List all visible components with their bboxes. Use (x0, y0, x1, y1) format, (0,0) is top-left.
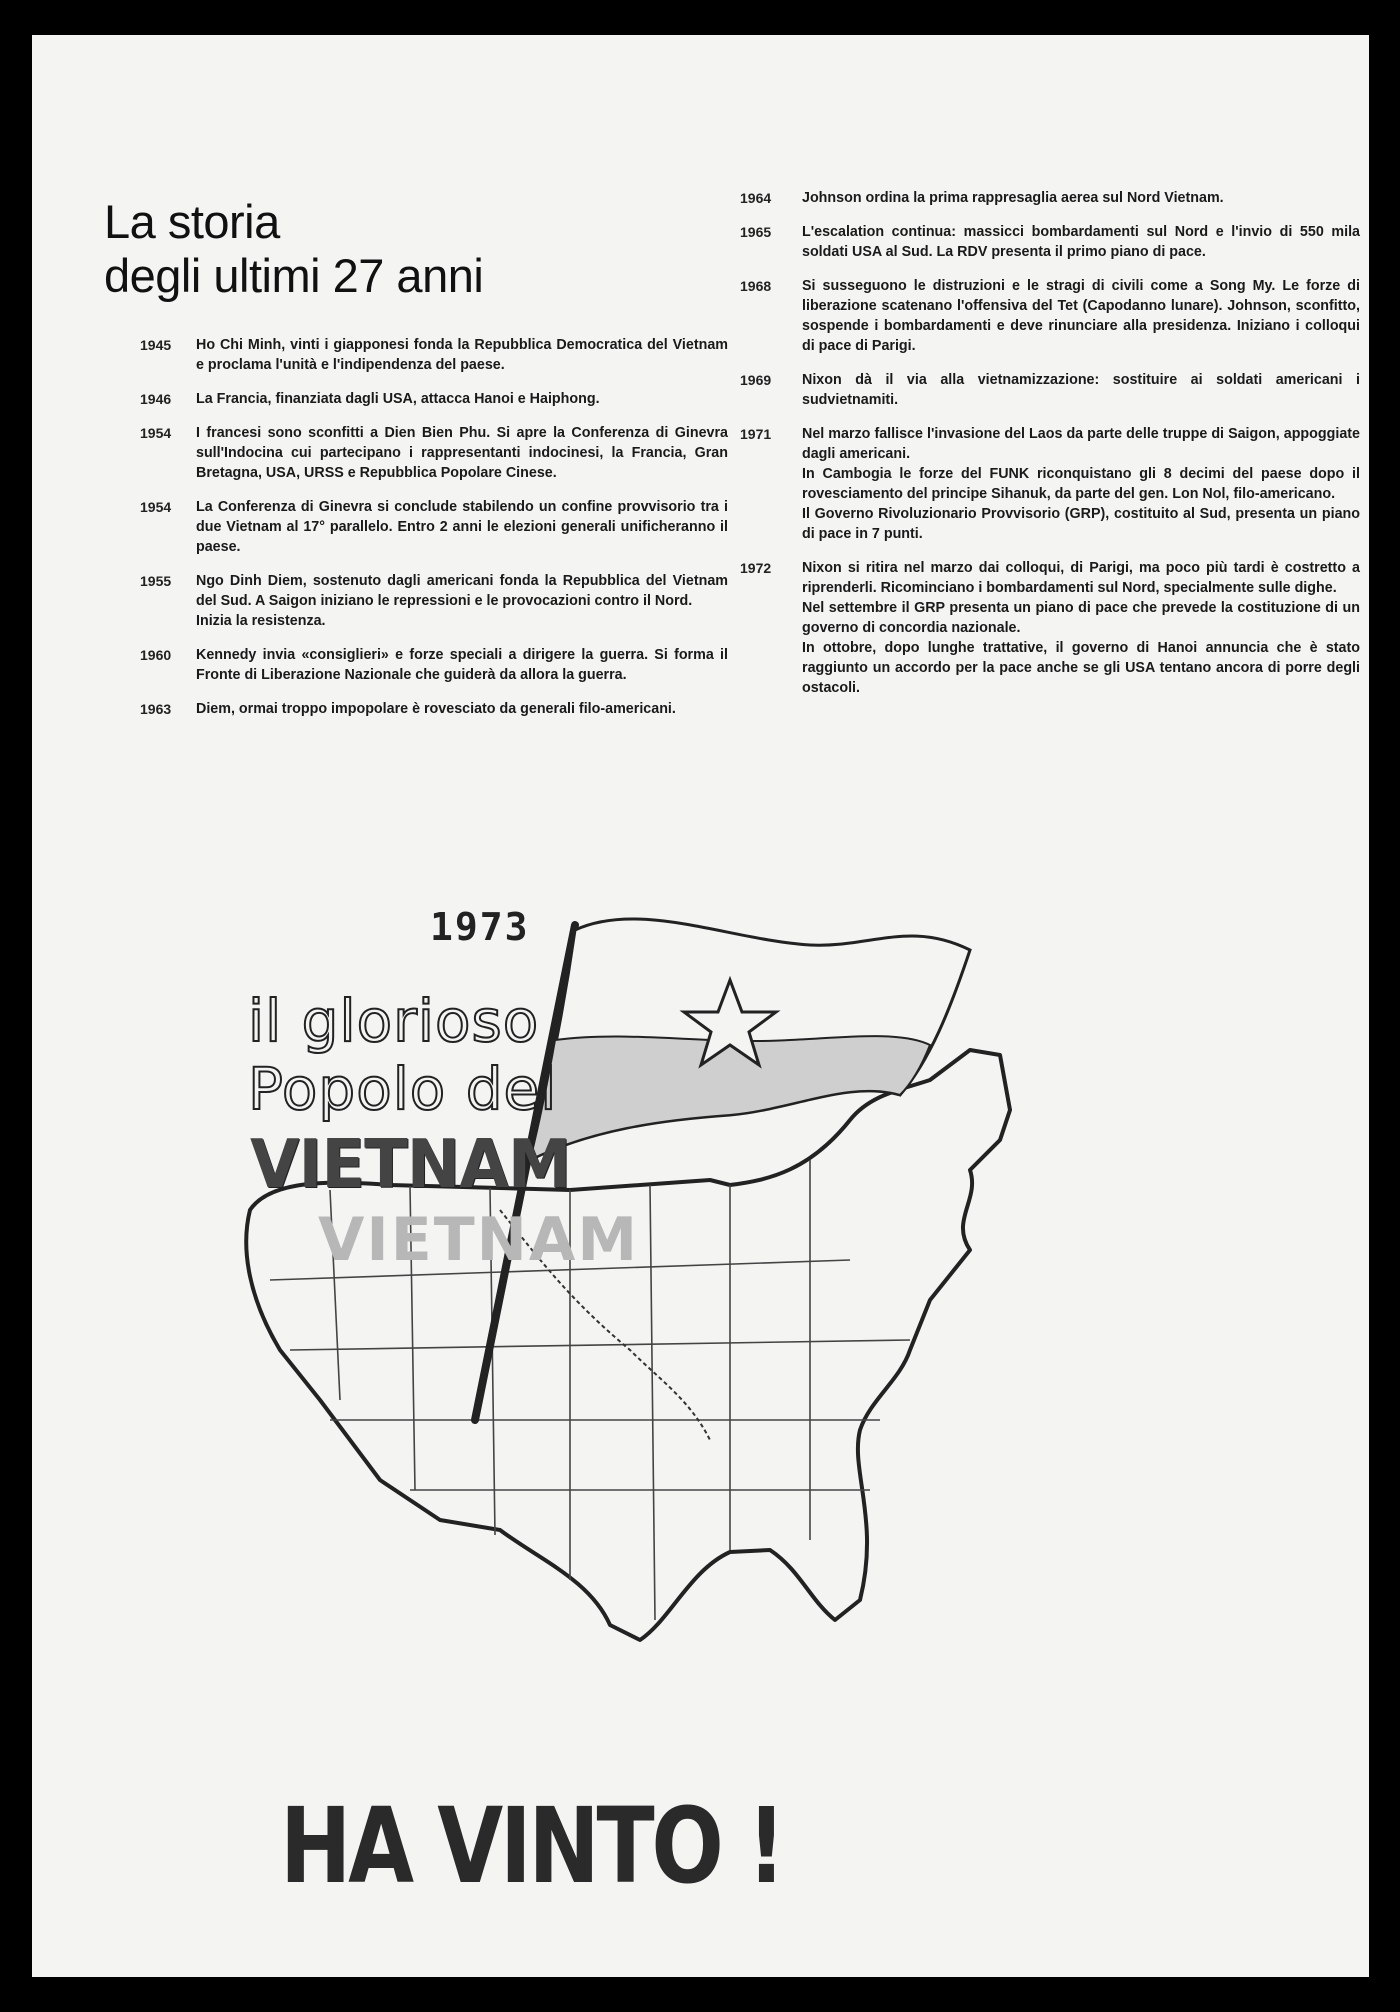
timeline-entry (140, 389, 728, 409)
timeline-text: Nixon dà il via alla vietnamizzazione: sostituire ai soldati americani i sudvietnamiti. (802, 372, 1360, 408)
timeline-text: Nixon si ritira nel marzo dai colloqui, di Parigi, ma poco più tardi è costretto a riprenderli. Ricominciano i bombardamenti sul Nord, specialmente sulle dighe. Nel settembre il GRP presenta un piano di pace che prevede la costituzione di un governo di concordia nazionale. In ottobre, dopo lunghe trattative, il governo di Hanoi annuncia che è stato raggiunto un accordo per la pace anche se gli USA tentano ancora di porre degli ostacoli. (802, 560, 1360, 696)
timeline-entry (140, 335, 728, 375)
timeline-year: 1960 (140, 647, 172, 663)
timeline-right-column (740, 188, 1360, 712)
timeline-year: 1954 (140, 499, 172, 515)
timeline-year: 1965 (740, 224, 772, 240)
flag-lower-stripe (530, 1036, 930, 1160)
timeline-entry (740, 222, 1360, 262)
timeline-text: La Francia, finanziata dagli USA, attacca Hanoi e Haiphong. (196, 391, 600, 407)
timeline-entry (140, 645, 728, 685)
timeline-text: Kennedy invia «consiglieri» e forze speciali a dirigere la guerra. Si forma il Fronte di Liberazione Nazionale che guiderà da allora la guerra. (196, 647, 728, 683)
illustration-line-1: il glorioso (248, 987, 540, 1055)
timeline-entry (740, 188, 1360, 208)
vietnam-stamp-ghost: VIETNAM (318, 1205, 640, 1275)
timeline-text: Si susseguono le distruzioni e le stragi di civili come a Song My. Le forze di liberazione scatenano l'offensiva del Tet (Capodanno lunare). Johnson, sconfitto, sospende i bombardamenti e deve rinunciare alla presidenza. Iniziano i colloqui di pace di Parigi. (802, 278, 1360, 354)
timeline-year: 1954 (140, 425, 172, 441)
timeline-entry (740, 424, 1360, 544)
timeline-entry (740, 276, 1360, 356)
illustration-year: 1973 (430, 905, 530, 949)
timeline-entry (140, 571, 728, 631)
headline-line-2: degli ultimi 27 anni (104, 249, 484, 302)
timeline-text: Diem, ormai troppo impopolare è rovesciato da generali filo-americani. (196, 701, 676, 717)
timeline-text: Ho Chi Minh, vinti i giapponesi fonda la Repubblica Democratica del Vietnam e proclama l'unità e l'indipendenza del paese. (196, 337, 728, 373)
timeline-year: 1971 (740, 426, 772, 442)
vietnam-stamp: VIETNAM (250, 1126, 571, 1204)
timeline-year: 1946 (140, 391, 172, 407)
timeline-entry (140, 497, 728, 557)
headline-line-1: La storia (104, 195, 280, 248)
timeline-text: Nel marzo fallisce l'invasione del Laos da parte delle truppe di Saigon, appoggiate dagli americani. In Cambogia le forze del FUNK riconquistano gli 8 decimi del paese dopo il rovesciamento del principe Sihanuk, da parte del gen. Lon Nol, filo-americano. Il Governo Rivoluzionario Provvisorio (GRP), costituito al Sud, presenta un piano di pace in 7 punti. (802, 426, 1360, 542)
timeline-year: 1968 (740, 278, 772, 294)
timeline-text: La Conferenza di Ginevra si conclude stabilendo un confine provvisorio tra i due Vietnam al 17° parallelo. Entro 2 anni le elezioni generali unificheranno il paese. (196, 499, 728, 555)
timeline-entry (740, 558, 1360, 698)
timeline-text: I francesi sono sconfitti a Dien Bien Phu. Si apre la Conferenza di Ginevra sull'Indocina cui partecipano i rappresentanti indocinesi, la Francia, Gran Bretagna, USA, URSS e Repubblica Popolare Cinese. (196, 425, 728, 481)
timeline-year: 1964 (740, 190, 772, 206)
timeline-year: 1955 (140, 573, 172, 589)
timeline-year: 1972 (740, 560, 772, 576)
timeline-entry (140, 699, 728, 719)
illustration-line-2: Popolo del (248, 1055, 558, 1123)
timeline-entry (740, 370, 1360, 410)
ha-vinto-slogan: HA VINTO ! (280, 1785, 783, 1907)
timeline-text: Ngo Dinh Diem, sostenuto dagli americani fonda la Repubblica del Vietnam del Sud. A Saigon iniziano le repressioni e le provocazioni contro il Nord. Inizia la resistenza. (196, 573, 728, 629)
timeline-entry (140, 423, 728, 483)
headline (104, 195, 483, 303)
timeline-year: 1963 (140, 701, 172, 717)
timeline-text: Johnson ordina la prima rappresaglia aerea sul Nord Vietnam. (802, 190, 1224, 206)
timeline-year: 1969 (740, 372, 772, 388)
timeline-text: L'escalation continua: massicci bombardamenti sul Nord e l'invio di 550 mila soldati USA al Sud. La RDV presenta il primo piano di pace. (802, 224, 1360, 260)
timeline-left-column (140, 335, 728, 733)
timeline-year: 1945 (140, 337, 172, 353)
